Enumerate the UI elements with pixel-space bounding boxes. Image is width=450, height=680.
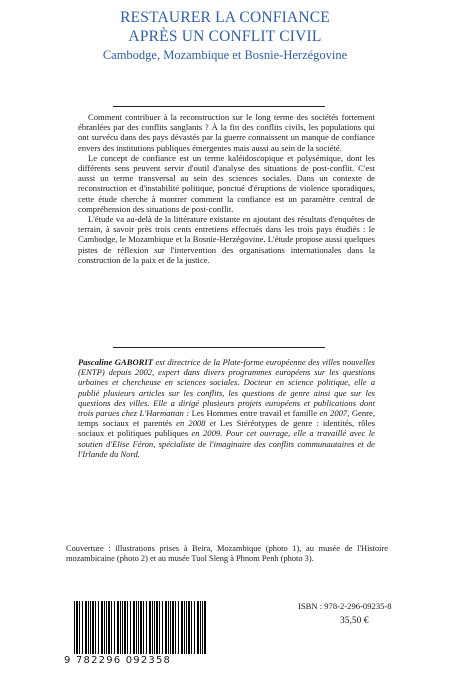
book-title-line-2: APRÈS UN CONFLIT CIVIL bbox=[128, 28, 322, 45]
author-bio-text-2: en 2007, bbox=[317, 408, 352, 419]
header bbox=[0, 8, 450, 63]
barcode-number: 9 782296 092358 bbox=[64, 655, 172, 666]
author-bio-text-1: est directrice de la Plate-forme européenne des villes nouvelles (ENTP) depuis 2002, expert dans divers programmes européens sur les questions urbaines et chercheuse en sciences sociales. Docteur en science politique, elle a publié plusieurs articles sur les conflits, les questions de genre ainsi que sur les questions des villes. Elle a dirigé plusieurs projets européens et publications dont trois parues chez L'Harmattan : bbox=[78, 357, 375, 419]
author-bio-text-3: en 2008 et bbox=[172, 418, 221, 429]
author-bio-text-4: en 2009. Pour cet ouvrage, elle a travaillé avec le soutien d'Elise Féron, spécialiste de l'imaginaire des conflits communautaires et de l'Irlande du Nord. bbox=[78, 428, 375, 459]
author-bio bbox=[78, 357, 375, 459]
cover-credit: Couverture : illustrations prises à Beira, Mozambique (photo 1), au musée de l'Histoire mozambicaine (photo 2) et au musée Tuol Sleng à Phnom Penh (photo 3). bbox=[66, 544, 388, 564]
summary-paragraph-1: Comment contribuer à la reconstruction sur le long terme des sociétés fortement ébranlées par des conflits sanglants ? À la fin des conflits civils, les populations qui ont survécu dans des pays dévastés par la guerre connaissent un manque de confiance envers des institutions publiques émergentes mais aussi au sein de la société. bbox=[78, 112, 375, 153]
summary-paragraph-3: L'étude va au-delà de la littérature existante en ajoutant des résultats d'enquêtes de terrain, à savoir près trois cents entretiens effectués dans les trois pays étudiés : le Cambodge, le Mozambique et la Bosnie-Herzégovine. L'étude propose aussi quelques pistes de réflexion sur l'intervention des organisations internationales dans la construction de la paix et de la justice. bbox=[78, 214, 375, 265]
book-subtitle: Cambodge, Mozambique et Bosnie-Herzégovine bbox=[102, 48, 348, 62]
book-title-line-1: RESTAURER LA CONFIANCE bbox=[120, 9, 330, 26]
barcode-bars bbox=[74, 601, 206, 654]
summary-paragraph-2: Le concept de confiance est un terme kaléidoscopique et polysémique, dont les différents sens peuvent servir d'outil d'analyse des situations de post-conflit. C'est aussi un terme transversal au sein des sciences sociales. Dans un contexte de reconstruction et d'instabilité politique, ponctué d'éruptions de violence sporadiques, cette étude cherche à montrer comment la confiance est un paramètre central de compréhension des situations de post-conflit. bbox=[78, 152, 375, 214]
barcode bbox=[64, 601, 212, 667]
isbn: ISBN : 978-2-296-09235-8 bbox=[298, 601, 392, 611]
summary bbox=[78, 112, 375, 265]
book-title-1: Les Hommes entre travail et famille bbox=[191, 408, 318, 419]
divider-top bbox=[113, 106, 325, 107]
divider-bottom bbox=[113, 347, 325, 348]
author-name: Pascaline GABORIT bbox=[78, 357, 153, 367]
book-title-3: Les Stéréotypes de genre : identités, rôles sociaux et politiques publiques bbox=[78, 418, 375, 439]
book-title-2: Genre, temps sociaux et parentés bbox=[78, 408, 375, 429]
price: 35,50 € bbox=[340, 616, 369, 626]
